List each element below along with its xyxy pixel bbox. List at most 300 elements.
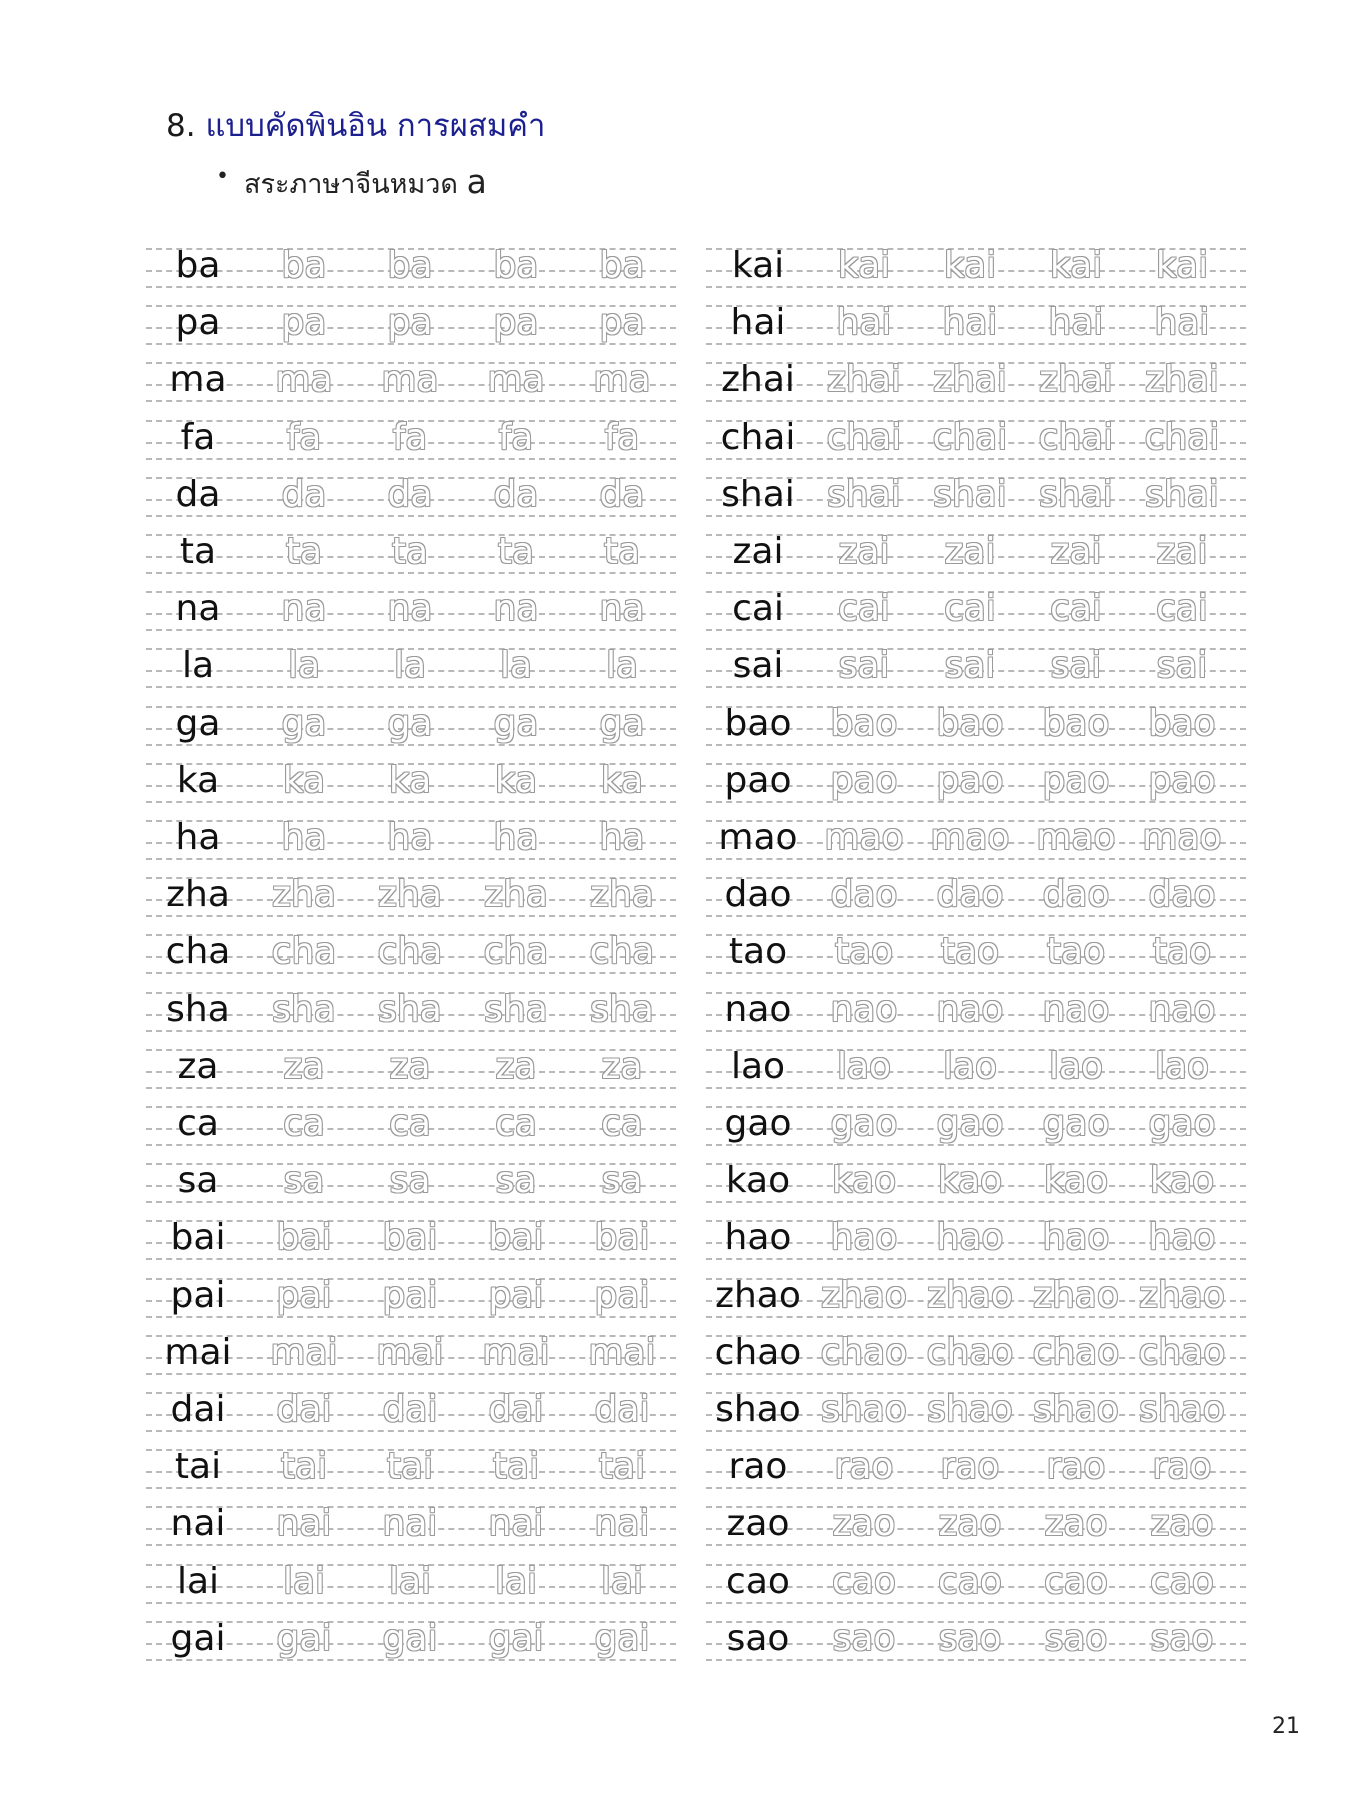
trace-syllable[interactable]: pai bbox=[382, 1275, 438, 1316]
left-practice-row bbox=[146, 702, 676, 746]
trace-syllable[interactable]: tao bbox=[1046, 931, 1106, 972]
trace-syllable[interactable]: sao bbox=[938, 1618, 1002, 1659]
trace-syllable[interactable]: lai bbox=[388, 1561, 432, 1602]
trace-syllable[interactable]: nai bbox=[382, 1503, 438, 1544]
trace-syllable[interactable]: pao bbox=[830, 760, 898, 801]
model-syllable: nao bbox=[724, 989, 792, 1030]
trace-syllable[interactable]: ka bbox=[600, 760, 644, 801]
trace-syllable[interactable]: pa bbox=[387, 302, 433, 343]
trace-syllable[interactable]: ga bbox=[281, 703, 327, 744]
model-syllable: tao bbox=[728, 931, 788, 972]
trace-syllable[interactable]: dao bbox=[1148, 874, 1216, 915]
right-practice-row bbox=[706, 1388, 1246, 1432]
model-syllable: da bbox=[175, 474, 221, 515]
subheading-vowel: a bbox=[466, 162, 487, 201]
trace-syllable[interactable]: pao bbox=[1148, 760, 1216, 801]
trace-syllable[interactable]: za bbox=[601, 1046, 643, 1087]
trace-syllable[interactable]: mao bbox=[1036, 817, 1116, 858]
trace-syllable[interactable]: ha bbox=[281, 817, 327, 858]
trace-syllable[interactable]: dao bbox=[936, 874, 1004, 915]
trace-syllable[interactable]: zao bbox=[1150, 1503, 1214, 1544]
trace-syllable[interactable]: cha bbox=[589, 931, 655, 972]
trace-syllable[interactable]: lai bbox=[494, 1561, 538, 1602]
trace-syllable[interactable]: shai bbox=[1145, 474, 1219, 515]
trace-syllable[interactable]: hao bbox=[936, 1217, 1004, 1258]
trace-syllable[interactable]: zai bbox=[944, 531, 996, 572]
trace-syllable[interactable]: bao bbox=[1042, 703, 1110, 744]
subheading-text: สระภาษาจีนหมวด bbox=[244, 169, 458, 200]
trace-syllable[interactable]: bao bbox=[830, 703, 898, 744]
trace-syllable[interactable]: tai bbox=[386, 1446, 434, 1487]
trace-syllable[interactable]: ba bbox=[599, 245, 645, 286]
trace-syllable[interactable]: fa bbox=[498, 417, 534, 458]
trace-syllable[interactable]: za bbox=[283, 1046, 325, 1087]
trace-syllable[interactable]: sha bbox=[378, 989, 442, 1030]
trace-syllable[interactable]: tao bbox=[834, 931, 894, 972]
trace-syllable[interactable]: ga bbox=[387, 703, 433, 744]
trace-syllable[interactable]: pai bbox=[488, 1275, 544, 1316]
trace-syllable[interactable]: mai bbox=[588, 1332, 656, 1373]
trace-syllable[interactable]: ca bbox=[283, 1103, 325, 1144]
left-practice-row bbox=[146, 1159, 676, 1203]
trace-syllable[interactable]: lao bbox=[1154, 1046, 1210, 1087]
left-practice-row bbox=[146, 759, 676, 803]
trace-syllable[interactable]: la bbox=[605, 645, 639, 686]
model-syllable: ca bbox=[177, 1103, 219, 1144]
right-practice-row bbox=[706, 301, 1246, 345]
trace-syllable[interactable]: cha bbox=[377, 931, 443, 972]
model-syllable: zao bbox=[726, 1503, 790, 1544]
trace-syllable[interactable]: pa bbox=[493, 302, 539, 343]
left-practice-row bbox=[146, 1331, 676, 1375]
trace-syllable[interactable]: ka bbox=[388, 760, 432, 801]
trace-syllable[interactable]: chao bbox=[820, 1332, 908, 1373]
model-syllable: ta bbox=[179, 531, 217, 572]
trace-syllable[interactable]: cai bbox=[944, 588, 996, 629]
trace-syllable[interactable]: dao bbox=[830, 874, 898, 915]
left-practice-row bbox=[146, 644, 676, 688]
trace-syllable[interactable]: gai bbox=[594, 1618, 650, 1659]
trace-syllable[interactable]: sa bbox=[601, 1160, 643, 1201]
trace-syllable[interactable]: ta bbox=[391, 531, 429, 572]
trace-syllable[interactable]: rao bbox=[1046, 1446, 1106, 1487]
trace-syllable[interactable]: pao bbox=[936, 760, 1004, 801]
trace-syllable[interactable]: bai bbox=[488, 1217, 544, 1258]
right-practice-row bbox=[706, 988, 1246, 1032]
left-practice-row bbox=[146, 1216, 676, 1260]
model-syllable: mai bbox=[164, 1332, 232, 1373]
trace-syllable[interactable]: shao bbox=[1033, 1389, 1119, 1430]
trace-syllable[interactable]: pai bbox=[594, 1275, 650, 1316]
trace-syllable[interactable]: cha bbox=[483, 931, 549, 972]
model-syllable: sai bbox=[732, 645, 784, 686]
trace-syllable[interactable]: rao bbox=[834, 1446, 894, 1487]
trace-syllable[interactable]: cao bbox=[1044, 1561, 1108, 1602]
trace-syllable[interactable]: sai bbox=[1156, 645, 1208, 686]
model-syllable: nai bbox=[170, 1503, 226, 1544]
trace-syllable[interactable]: sao bbox=[1044, 1618, 1108, 1659]
trace-syllable[interactable]: ta bbox=[285, 531, 323, 572]
left-practice-row bbox=[146, 1102, 676, 1146]
trace-syllable[interactable]: sai bbox=[944, 645, 996, 686]
trace-syllable[interactable]: gai bbox=[382, 1618, 438, 1659]
trace-syllable[interactable]: ga bbox=[493, 703, 539, 744]
right-practice-row bbox=[706, 1159, 1246, 1203]
trace-syllable[interactable]: zhai bbox=[827, 359, 901, 400]
trace-syllable[interactable]: nai bbox=[594, 1503, 650, 1544]
trace-syllable[interactable]: sha bbox=[484, 989, 548, 1030]
right-practice-row bbox=[706, 1045, 1246, 1089]
trace-syllable[interactable]: ha bbox=[599, 817, 645, 858]
trace-syllable[interactable]: nao bbox=[936, 989, 1004, 1030]
right-practice-row bbox=[706, 1445, 1246, 1489]
trace-syllable[interactable]: pa bbox=[599, 302, 645, 343]
trace-syllable[interactable]: dai bbox=[488, 1389, 544, 1430]
trace-syllable[interactable]: shao bbox=[821, 1389, 907, 1430]
right-practice-row bbox=[706, 644, 1246, 688]
trace-syllable[interactable]: chao bbox=[1138, 1332, 1226, 1373]
trace-syllable[interactable]: tai bbox=[598, 1446, 646, 1487]
trace-syllable[interactable]: chao bbox=[926, 1332, 1014, 1373]
trace-syllable[interactable]: kao bbox=[937, 1160, 1003, 1201]
left-practice-row bbox=[146, 930, 676, 974]
trace-syllable[interactable]: hai bbox=[1154, 302, 1210, 343]
trace-syllable[interactable]: sha bbox=[272, 989, 336, 1030]
model-syllable: pa bbox=[175, 302, 221, 343]
trace-syllable[interactable]: kao bbox=[1043, 1160, 1109, 1201]
trace-syllable[interactable]: kai bbox=[1049, 245, 1103, 286]
model-syllable: la bbox=[181, 645, 215, 686]
right-practice-row bbox=[706, 1331, 1246, 1375]
trace-syllable[interactable]: chai bbox=[1038, 417, 1114, 458]
model-syllable: kao bbox=[725, 1160, 791, 1201]
right-practice-row bbox=[706, 587, 1246, 631]
trace-syllable[interactable]: sha bbox=[590, 989, 654, 1030]
model-syllable: dao bbox=[724, 874, 792, 915]
trace-syllable[interactable]: na bbox=[281, 588, 327, 629]
right-practice-row bbox=[706, 1102, 1246, 1146]
trace-syllable[interactable]: tai bbox=[280, 1446, 328, 1487]
trace-syllable[interactable]: ha bbox=[493, 817, 539, 858]
trace-syllable[interactable]: fa bbox=[392, 417, 428, 458]
trace-syllable[interactable]: ba bbox=[387, 245, 433, 286]
trace-syllable[interactable]: la bbox=[287, 645, 321, 686]
model-syllable: lai bbox=[176, 1561, 220, 1602]
trace-syllable[interactable]: shao bbox=[1139, 1389, 1225, 1430]
page-number: 21 bbox=[1272, 1714, 1300, 1739]
model-syllable: pao bbox=[724, 760, 792, 801]
model-syllable: ha bbox=[175, 817, 221, 858]
left-practice-row bbox=[146, 473, 676, 517]
model-syllable: tai bbox=[174, 1446, 222, 1487]
trace-syllable[interactable]: kai bbox=[1155, 245, 1209, 286]
model-syllable: sao bbox=[726, 1618, 790, 1659]
trace-syllable[interactable]: cha bbox=[271, 931, 337, 972]
left-practice-row bbox=[146, 816, 676, 860]
trace-syllable[interactable]: zai bbox=[1156, 531, 1208, 572]
trace-syllable[interactable]: cao bbox=[1150, 1561, 1214, 1602]
trace-syllable[interactable]: sa bbox=[389, 1160, 431, 1201]
trace-syllable[interactable]: gao bbox=[830, 1103, 898, 1144]
trace-syllable[interactable]: zhai bbox=[933, 359, 1007, 400]
left-practice-row bbox=[146, 530, 676, 574]
right-practice-row bbox=[706, 1560, 1246, 1604]
trace-syllable[interactable]: zhai bbox=[1145, 359, 1219, 400]
trace-syllable[interactable]: hai bbox=[942, 302, 998, 343]
model-syllable: lao bbox=[730, 1046, 786, 1087]
left-practice-row bbox=[146, 873, 676, 917]
model-syllable: hai bbox=[730, 302, 786, 343]
trace-syllable[interactable]: kai bbox=[943, 245, 997, 286]
trace-syllable[interactable]: mao bbox=[824, 817, 904, 858]
trace-syllable[interactable]: mai bbox=[482, 1332, 550, 1373]
trace-syllable[interactable]: ta bbox=[497, 531, 535, 572]
trace-syllable[interactable]: ma bbox=[381, 359, 439, 400]
right-practice-row bbox=[706, 930, 1246, 974]
right-practice-row bbox=[706, 416, 1246, 460]
trace-syllable[interactable]: na bbox=[493, 588, 539, 629]
trace-syllable[interactable]: zao bbox=[832, 1503, 896, 1544]
model-syllable: sa bbox=[177, 1160, 219, 1201]
trace-syllable[interactable]: gao bbox=[1148, 1103, 1216, 1144]
trace-syllable[interactable]: nao bbox=[830, 989, 898, 1030]
trace-syllable[interactable]: ka bbox=[282, 760, 326, 801]
left-practice-row bbox=[146, 988, 676, 1032]
trace-syllable[interactable]: bai bbox=[382, 1217, 438, 1258]
right-practice-row bbox=[706, 1502, 1246, 1546]
trace-syllable[interactable]: dai bbox=[276, 1389, 332, 1430]
trace-syllable[interactable]: kai bbox=[837, 245, 891, 286]
trace-syllable[interactable]: ba bbox=[281, 245, 327, 286]
model-syllable: chao bbox=[714, 1332, 802, 1373]
model-syllable: hao bbox=[724, 1217, 792, 1258]
left-practice-row bbox=[146, 1274, 676, 1318]
trace-syllable[interactable]: cai bbox=[1156, 588, 1208, 629]
model-syllable: dai bbox=[170, 1389, 226, 1430]
trace-syllable[interactable]: ma bbox=[593, 359, 651, 400]
model-syllable: fa bbox=[180, 417, 216, 458]
trace-syllable[interactable]: dao bbox=[1042, 874, 1110, 915]
left-practice-row bbox=[146, 1045, 676, 1089]
trace-syllable[interactable]: zhai bbox=[1039, 359, 1113, 400]
model-syllable: mao bbox=[718, 817, 798, 858]
trace-syllable[interactable]: tao bbox=[1152, 931, 1212, 972]
trace-syllable[interactable]: ca bbox=[495, 1103, 537, 1144]
right-practice-row bbox=[706, 358, 1246, 402]
trace-syllable[interactable]: lai bbox=[600, 1561, 644, 1602]
left-practice-column bbox=[146, 0, 676, 1800]
trace-syllable[interactable]: fa bbox=[604, 417, 640, 458]
trace-syllable[interactable]: zha bbox=[272, 874, 336, 915]
trace-syllable[interactable]: ha bbox=[387, 817, 433, 858]
trace-syllable[interactable]: gai bbox=[276, 1618, 332, 1659]
trace-syllable[interactable]: ga bbox=[599, 703, 645, 744]
trace-syllable[interactable]: ca bbox=[389, 1103, 431, 1144]
trace-syllable[interactable]: hao bbox=[830, 1217, 898, 1258]
model-syllable: ka bbox=[176, 760, 220, 801]
trace-syllable[interactable]: ma bbox=[487, 359, 545, 400]
trace-syllable[interactable]: dai bbox=[382, 1389, 438, 1430]
model-syllable: chai bbox=[720, 417, 796, 458]
trace-syllable[interactable]: hai bbox=[1048, 302, 1104, 343]
trace-syllable[interactable]: zhao bbox=[821, 1275, 907, 1316]
left-practice-row bbox=[146, 1445, 676, 1489]
model-syllable: zai bbox=[732, 531, 784, 572]
trace-syllable[interactable]: ka bbox=[494, 760, 538, 801]
model-syllable: ba bbox=[175, 245, 221, 286]
trace-syllable[interactable]: chai bbox=[1144, 417, 1220, 458]
section-number: 8. bbox=[166, 108, 196, 144]
trace-syllable[interactable]: zha bbox=[484, 874, 548, 915]
trace-syllable[interactable]: sao bbox=[832, 1618, 896, 1659]
right-practice-row bbox=[706, 473, 1246, 517]
trace-syllable[interactable]: chai bbox=[826, 417, 902, 458]
left-practice-row bbox=[146, 358, 676, 402]
model-syllable: kai bbox=[731, 245, 785, 286]
trace-syllable[interactable]: hai bbox=[836, 302, 892, 343]
trace-syllable[interactable]: bai bbox=[276, 1217, 332, 1258]
trace-syllable[interactable]: lai bbox=[282, 1561, 326, 1602]
right-practice-row bbox=[706, 1617, 1246, 1661]
trace-syllable[interactable]: tai bbox=[492, 1446, 540, 1487]
trace-syllable[interactable]: pa bbox=[281, 302, 327, 343]
trace-syllable[interactable]: la bbox=[393, 645, 427, 686]
trace-syllable[interactable]: zao bbox=[1044, 1503, 1108, 1544]
right-practice-row bbox=[706, 702, 1246, 746]
trace-syllable[interactable]: kao bbox=[831, 1160, 897, 1201]
model-syllable: rao bbox=[728, 1446, 788, 1487]
trace-syllable[interactable]: zhao bbox=[1033, 1275, 1119, 1316]
trace-syllable[interactable]: zha bbox=[590, 874, 654, 915]
trace-syllable[interactable]: da bbox=[493, 474, 539, 515]
trace-syllable[interactable]: da bbox=[599, 474, 645, 515]
trace-syllable[interactable]: zao bbox=[938, 1503, 1002, 1544]
trace-syllable[interactable]: na bbox=[387, 588, 433, 629]
trace-syllable[interactable]: na bbox=[599, 588, 645, 629]
trace-syllable[interactable]: cai bbox=[838, 588, 890, 629]
trace-syllable[interactable]: mai bbox=[376, 1332, 444, 1373]
trace-syllable[interactable]: gai bbox=[488, 1618, 544, 1659]
model-syllable: pai bbox=[170, 1275, 226, 1316]
trace-syllable[interactable]: zai bbox=[1050, 531, 1102, 572]
trace-syllable[interactable]: gao bbox=[936, 1103, 1004, 1144]
trace-syllable[interactable]: za bbox=[495, 1046, 537, 1087]
trace-syllable[interactable]: zai bbox=[838, 531, 890, 572]
right-practice-row bbox=[706, 816, 1246, 860]
trace-syllable[interactable]: sao bbox=[1150, 1618, 1214, 1659]
trace-syllable[interactable]: la bbox=[499, 645, 533, 686]
left-practice-row bbox=[146, 1560, 676, 1604]
trace-syllable[interactable]: bai bbox=[594, 1217, 650, 1258]
trace-syllable[interactable]: chao bbox=[1032, 1332, 1120, 1373]
trace-syllable[interactable]: sai bbox=[1050, 645, 1102, 686]
trace-syllable[interactable]: sa bbox=[283, 1160, 325, 1201]
model-syllable: sha bbox=[166, 989, 230, 1030]
trace-syllable[interactable]: shao bbox=[927, 1389, 1013, 1430]
model-syllable: cha bbox=[165, 931, 231, 972]
trace-syllable[interactable]: lao bbox=[836, 1046, 892, 1087]
left-practice-row bbox=[146, 244, 676, 288]
trace-syllable[interactable]: shai bbox=[1039, 474, 1113, 515]
trace-syllable[interactable]: nao bbox=[1148, 989, 1216, 1030]
trace-syllable[interactable]: dai bbox=[594, 1389, 650, 1430]
left-practice-row bbox=[146, 1388, 676, 1432]
model-syllable: zhai bbox=[721, 359, 795, 400]
trace-syllable[interactable]: cao bbox=[832, 1561, 896, 1602]
trace-syllable[interactable]: za bbox=[389, 1046, 431, 1087]
trace-syllable[interactable]: da bbox=[281, 474, 327, 515]
trace-syllable[interactable]: sai bbox=[838, 645, 890, 686]
model-syllable: zha bbox=[166, 874, 230, 915]
trace-syllable[interactable]: fa bbox=[286, 417, 322, 458]
trace-syllable[interactable]: zhao bbox=[927, 1275, 1013, 1316]
trace-syllable[interactable]: ta bbox=[603, 531, 641, 572]
model-syllable: shao bbox=[715, 1389, 801, 1430]
model-syllable: za bbox=[177, 1046, 219, 1087]
trace-syllable[interactable]: pao bbox=[1042, 760, 1110, 801]
model-syllable: bai bbox=[170, 1217, 226, 1258]
trace-syllable[interactable]: tao bbox=[940, 931, 1000, 972]
model-syllable: ma bbox=[169, 359, 227, 400]
right-practice-row bbox=[706, 873, 1246, 917]
trace-syllable[interactable]: hao bbox=[1042, 1217, 1110, 1258]
bullet-icon: • bbox=[216, 164, 229, 189]
trace-syllable[interactable]: shai bbox=[827, 474, 901, 515]
trace-syllable[interactable]: ca bbox=[601, 1103, 643, 1144]
right-practice-row bbox=[706, 1274, 1246, 1318]
model-syllable: ga bbox=[175, 703, 221, 744]
model-syllable: zhao bbox=[715, 1275, 801, 1316]
trace-syllable[interactable]: nai bbox=[276, 1503, 332, 1544]
trace-syllable[interactable]: da bbox=[387, 474, 433, 515]
right-practice-row bbox=[706, 244, 1246, 288]
trace-syllable[interactable]: sa bbox=[495, 1160, 537, 1201]
model-syllable: gao bbox=[724, 1103, 792, 1144]
model-syllable: bao bbox=[724, 703, 792, 744]
trace-syllable[interactable]: kao bbox=[1149, 1160, 1215, 1201]
trace-syllable[interactable]: pai bbox=[276, 1275, 332, 1316]
model-syllable: gai bbox=[170, 1618, 226, 1659]
trace-syllable[interactable]: hao bbox=[1148, 1217, 1216, 1258]
trace-syllable[interactable]: bao bbox=[936, 703, 1004, 744]
trace-syllable[interactable]: mao bbox=[1142, 817, 1222, 858]
trace-syllable[interactable]: chai bbox=[932, 417, 1008, 458]
trace-syllable[interactable]: zhao bbox=[1139, 1275, 1225, 1316]
left-practice-row bbox=[146, 416, 676, 460]
trace-syllable[interactable]: ba bbox=[493, 245, 539, 286]
trace-syllable[interactable]: nao bbox=[1042, 989, 1110, 1030]
trace-syllable[interactable]: rao bbox=[940, 1446, 1000, 1487]
trace-syllable[interactable]: zha bbox=[378, 874, 442, 915]
trace-syllable[interactable]: gao bbox=[1042, 1103, 1110, 1144]
section-title: แบบคัดพินอิน การผสมคำ bbox=[205, 108, 546, 144]
trace-syllable[interactable]: mai bbox=[270, 1332, 338, 1373]
trace-syllable[interactable]: ma bbox=[275, 359, 333, 400]
trace-syllable[interactable]: cai bbox=[1050, 588, 1102, 629]
trace-syllable[interactable]: rao bbox=[1152, 1446, 1212, 1487]
left-practice-row bbox=[146, 1617, 676, 1661]
trace-syllable[interactable]: lao bbox=[942, 1046, 998, 1087]
trace-syllable[interactable]: nai bbox=[488, 1503, 544, 1544]
trace-syllable[interactable]: cao bbox=[938, 1561, 1002, 1602]
trace-syllable[interactable]: lao bbox=[1048, 1046, 1104, 1087]
trace-syllable[interactable]: mao bbox=[930, 817, 1010, 858]
trace-syllable[interactable]: bao bbox=[1148, 703, 1216, 744]
right-practice-column bbox=[706, 0, 1246, 1800]
right-practice-row bbox=[706, 530, 1246, 574]
model-syllable: cao bbox=[726, 1561, 790, 1602]
trace-syllable[interactable]: shai bbox=[933, 474, 1007, 515]
